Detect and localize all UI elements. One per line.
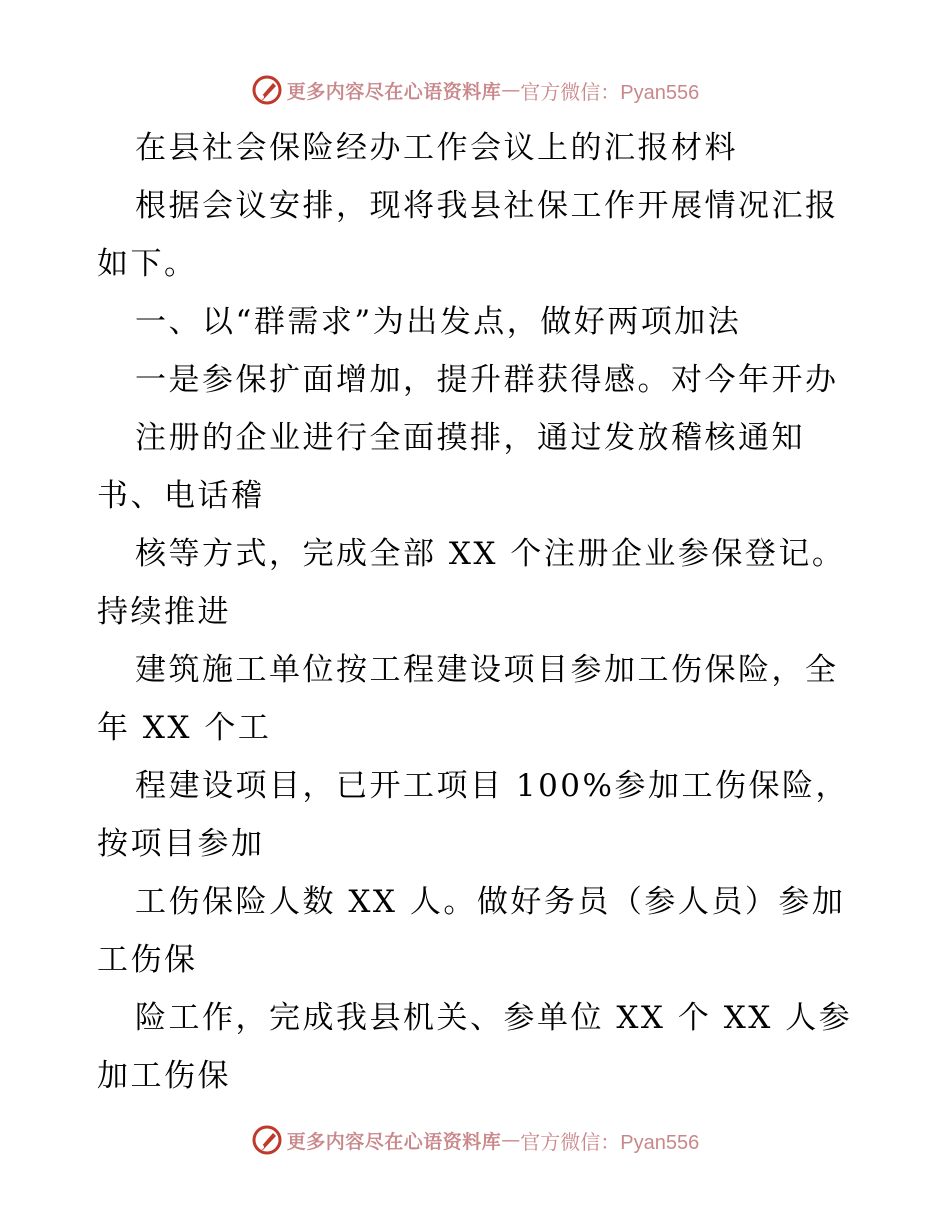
quill-logo-icon xyxy=(251,1124,283,1156)
paragraph-line: 核等方式，完成全部 XX 个注册企业参保登记。 xyxy=(135,536,846,572)
banner-wechat: 官方微信：Pyan556 xyxy=(520,81,700,104)
banner-separator: — xyxy=(501,1129,521,1151)
banner-separator: — xyxy=(501,79,521,101)
banner-wechat: 官方微信：Pyan556 xyxy=(520,1131,700,1154)
quill-logo-icon xyxy=(251,74,283,106)
paragraph-line: 书、电话稽 xyxy=(97,478,265,514)
footer-banner xyxy=(0,1120,950,1160)
banner-text: 更多内容尽在心语资料库 xyxy=(286,80,502,103)
paragraph-line: 工伤保 xyxy=(97,942,198,978)
paragraph-line: 根据会议安排，现将我县社保工作开展情况汇报 xyxy=(135,188,839,224)
paragraph-line: 建筑施工单位按工程建设项目参加工伤保险，全 xyxy=(135,652,839,688)
paragraph-line: 一是参保扩面增加，提升群获得感。对今年开办 xyxy=(135,362,839,398)
paragraph-line: 工伤保险人数 XX 人。做好务员（参人员）参加 xyxy=(135,884,846,920)
section-heading: 一、以“群需求”为出发点，做好两项加法 xyxy=(135,304,742,340)
paragraph-line: 按项目参加 xyxy=(97,826,265,862)
paragraph-line: 注册的企业进行全面摸排，通过发放稽核通知 xyxy=(135,420,805,456)
paragraph-line: 加工伤保 xyxy=(97,1058,231,1094)
paragraph-line: 如下。 xyxy=(97,246,198,282)
header-banner xyxy=(0,70,950,110)
document-title: 在县社会保险经办工作会议上的汇报材料 xyxy=(135,130,738,166)
paragraph-line: 险工作，完成我县机关、参单位 XX 个 XX 人参 xyxy=(135,1000,853,1036)
paragraph-line: 程建设项目，已开工项目 100%参加工伤保险， xyxy=(135,768,849,804)
banner-text: 更多内容尽在心语资料库 xyxy=(286,1130,502,1153)
paragraph-line: 持续推进 xyxy=(97,594,231,630)
paragraph-line: 年 XX 个工 xyxy=(97,710,272,746)
